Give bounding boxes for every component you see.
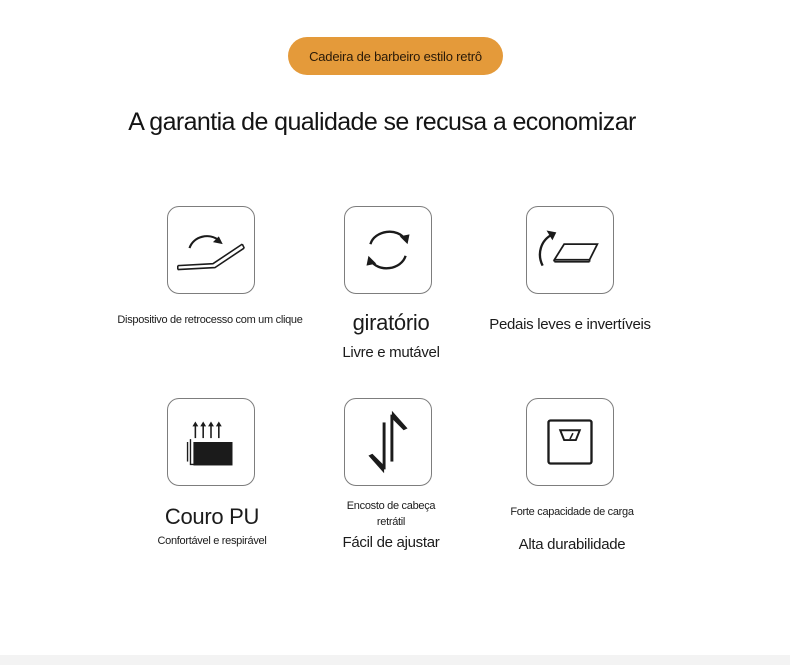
load-feature-icon-box <box>526 398 614 486</box>
footer-strip <box>0 655 790 665</box>
product-badge <box>288 37 503 75</box>
pedal-feature-icon-box <box>526 206 614 294</box>
leather-feature-icon-box <box>167 398 255 486</box>
badge-text: Cadeira de barbeiro estilo retrô <box>309 48 482 64</box>
rotate-arrows-icon <box>345 206 431 294</box>
headrest-feature-line2: retrátil <box>376 516 406 528</box>
rotate-feature-title: giratório <box>352 310 430 335</box>
load-feature-label: Forte capacidade de carga <box>510 506 634 518</box>
leather-feature-title: Couro PU <box>164 504 260 529</box>
headrest-feature-subtitle: Fácil de ajustar <box>342 534 440 551</box>
headrest-feature-line1: Encosto de cabeça <box>346 500 436 512</box>
recline-feature-label: Dispositivo de retrocesso com um clique <box>117 314 303 326</box>
pedal-feature-label: Pedais leves e invertíveis <box>489 316 651 333</box>
breathable-leather-icon <box>168 398 254 486</box>
up-down-arrows-icon <box>345 398 431 486</box>
rotate-feature-icon-box <box>344 206 432 294</box>
rotate-feature-subtitle: Livre e mutável <box>342 344 440 361</box>
load-feature-subtitle: Alta durabilidade <box>518 536 626 553</box>
leather-feature-subtitle: Confortável e respirável <box>157 535 267 547</box>
headrest-feature-icon-box <box>344 398 432 486</box>
weight-scale-icon <box>527 398 613 486</box>
pedal-flip-icon <box>527 206 613 294</box>
recline-feature-icon-box <box>167 206 255 294</box>
recline-arrow-icon <box>168 206 254 294</box>
page-headline: A garantia de qualidade se recusa a economizar <box>128 108 636 136</box>
